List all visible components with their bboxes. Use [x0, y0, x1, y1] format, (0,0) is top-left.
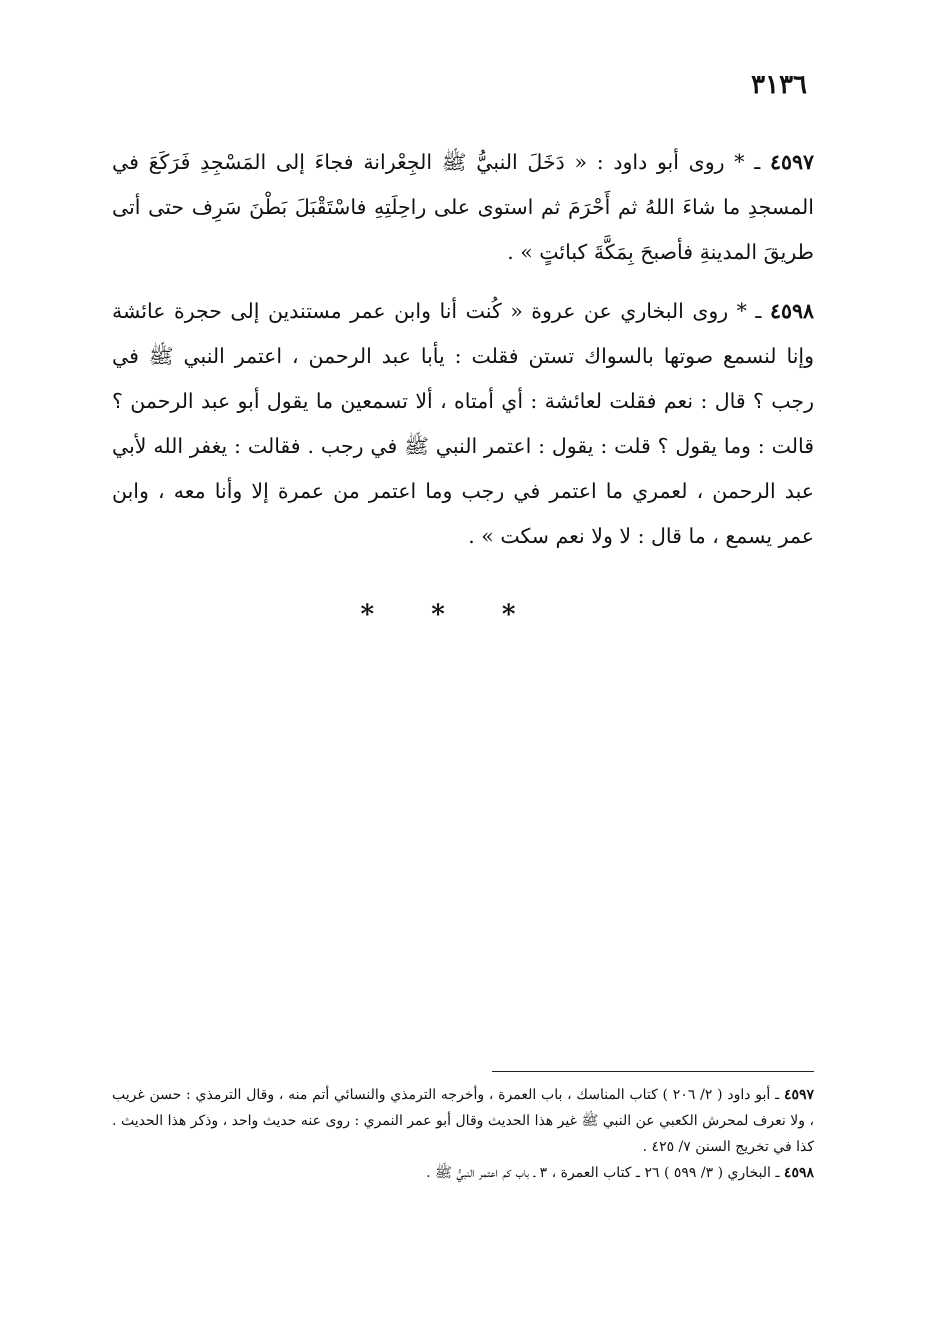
footnote-number: ٤٥٩٨: [783, 1165, 814, 1181]
hadith-number: ٤٥٩٧: [769, 150, 814, 174]
footnotes: [112, 1082, 814, 1186]
main-text: [112, 140, 814, 573]
hadith-number: ٤٥٩٨: [769, 299, 814, 323]
footnote-text: ـ أبو داود ( ٢/ ٢٠٦ ) كتاب المناسك ، باب العمرة ، وأخرجه الترمذي والنسائي أتم منه ، وقال الترمذي : حسن غريب ، ولا نعرف لمحرش الكعبي عن النبي ﷺ غير هذا الحديث وقال أبو عمر النمري : روى عنه حديث واحد ، وذكر هذا الحديث . كذا في تخريج السنن ٧/ ٤٢٥ .: [112, 1087, 814, 1155]
hadith-entry-4597: [112, 140, 814, 275]
footnote-divider: [492, 1071, 814, 1072]
page-number: ٣١٣٦: [751, 70, 807, 100]
section-separator: * * *: [360, 600, 540, 630]
footnote-4597: [112, 1082, 814, 1160]
footnote-4598: [112, 1160, 814, 1186]
footnote-text: ـ البخاري ( ٣/ ٥٩٩ ) ٢٦ ـ كتاب العمرة ، ٣ ـ باب كم اعتمر النبيُّ ﷺ .: [426, 1165, 784, 1181]
hadith-text: ـ * روى البخاري عن عروة « كُنت أنا وابن عمر مستندين إلى حجرة عائشة وإنا لنسمع صوتها بالسواك تستن فقلت : يأبا عبد الرحمن ، اعتمر النبي ﷺ في رجب ؟ قال : نعم فقلت لعائشة : أي أمتاه ، ألا تسمعين ما يقول أبو عبد الرحمن ؟ قالت : وما يقول ؟ قلت : يقول : اعتمر النبي ﷺ في رجب . فقالت : يغفر الله لأبي عبد الرحمن ، لعمري ما اعتمر في رجب وما اعتمر من عمرة إلا وأنا معه ، وابن عمر يسمع ، ما قال : لا ولا نعم سكت » .: [112, 299, 814, 548]
hadith-text: ـ * روى أبو داود : « دَخَلَ النبيُّ ﷺ الجِعْرانة فجاءَ إلى المَسْجِدِ فَرَكَعَ في المسجدِ ما شاءَ اللهُ ثم أَحْرَمَ ثم استوى على راحِلَتِهِ فاسْتَقْبَلَ بَطْنَ سَرِف حتى أتى طريقَ المدينةِ فأصبحَ بِمَكَّةَ كبائتٍ » .: [112, 150, 814, 264]
footnote-number: ٤٥٩٧: [783, 1087, 815, 1103]
hadith-entry-4598: [112, 289, 814, 559]
